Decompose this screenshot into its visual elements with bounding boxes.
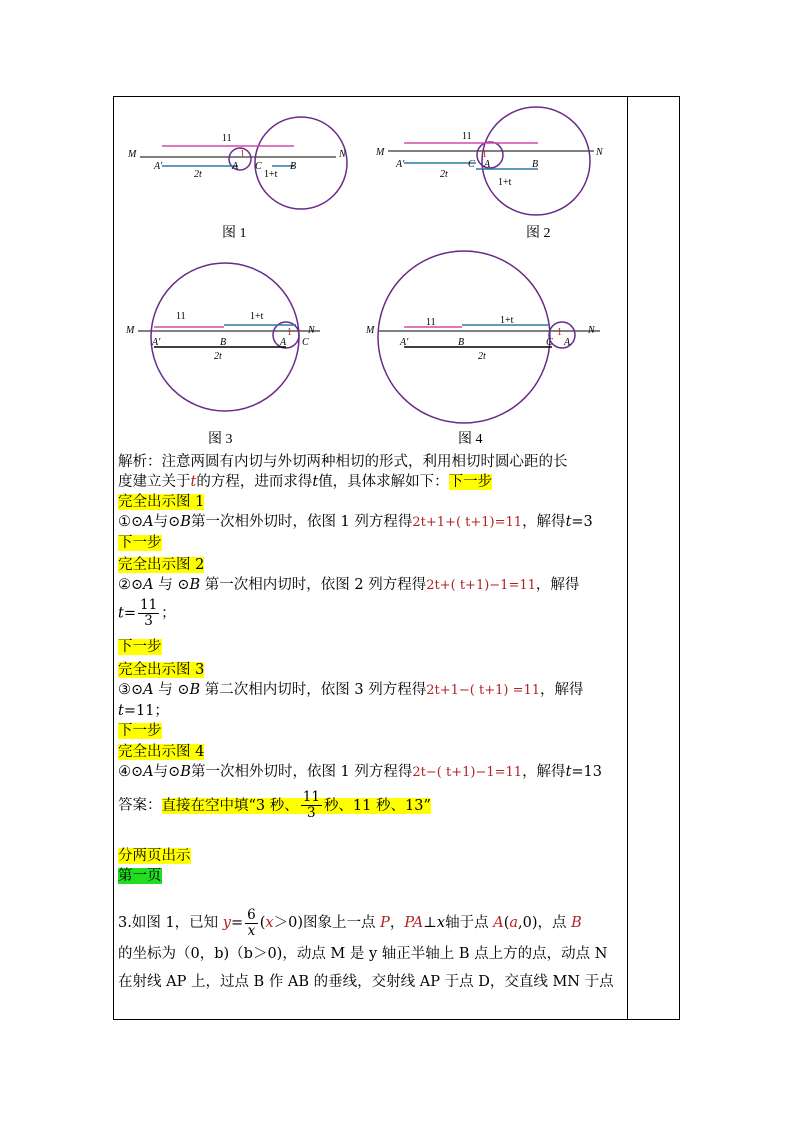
analysis-line-2: 度建立关于t的方程，进而求得t值，具体求解如下：下一步 bbox=[118, 474, 493, 490]
label-n: N bbox=[308, 325, 315, 336]
label-a: A bbox=[280, 337, 287, 348]
answer bbox=[118, 790, 623, 821]
column-divider bbox=[627, 96, 628, 1020]
label-1-plus-t: 1+t bbox=[500, 315, 514, 326]
problem-3 bbox=[118, 906, 623, 996]
label-2t: 2t bbox=[478, 351, 486, 362]
label-1-plus-t: 1+t bbox=[264, 169, 278, 180]
label-a-prime: A′ bbox=[152, 337, 161, 348]
label-b: B bbox=[532, 159, 539, 170]
problem-line-2: 的坐标为（0，b)（b＞0)，动点 M 是 y 轴正半轴上 B 点上方的点，动点 N bbox=[118, 946, 608, 962]
show-figure-1[interactable]: 完全出示图 1 bbox=[118, 494, 205, 510]
step-2: 完全出示图 2 ②⊙A 与 ⊙B 第一次相内切时，依图 2 列方程得2t+( t+1)−1=11，解得 t= $\frac{11}{3}$ ； 下一步 bbox=[118, 557, 580, 655]
figure-2 bbox=[375, 107, 604, 241]
label-m: M bbox=[126, 325, 135, 336]
fraction-11-3: $\frac{11}{3}$ bbox=[302, 789, 320, 821]
label-radius: 1 bbox=[240, 149, 245, 160]
next-step-link[interactable]: 下一步 bbox=[118, 639, 162, 655]
figure-3 bbox=[125, 263, 320, 447]
step-3: 完全出示图 3 ③⊙A 与 ⊙B 第二次相内切时，依图 3 列方程得2t+1−( t+1) =11，解得 t=11； 下一步 bbox=[118, 662, 584, 739]
label-n: N bbox=[596, 147, 603, 158]
label-b: B bbox=[458, 337, 465, 348]
problem-line-3: 在射线 AP 上，过点 B 作 AB 的垂线，交射线 AP 于点 D，交直线 MN 于点 bbox=[118, 974, 614, 990]
label-c: C bbox=[468, 159, 475, 170]
label-a-prime: A′ bbox=[400, 337, 409, 348]
label-c: C bbox=[255, 161, 262, 172]
label-n: N bbox=[339, 149, 346, 160]
caption-fig3: 图 3 bbox=[208, 432, 233, 447]
caption-fig2: 图 2 bbox=[526, 226, 551, 241]
page-1-label[interactable]: 第一页 bbox=[118, 868, 162, 884]
label-1-plus-t: 1+t bbox=[498, 177, 512, 188]
split-pages-label[interactable]: 分两页出示 bbox=[118, 848, 191, 864]
circle-a bbox=[549, 322, 575, 348]
label-b: B bbox=[290, 161, 297, 172]
label-1-plus-t: 1+t bbox=[250, 311, 264, 322]
label-n: N bbox=[588, 325, 595, 336]
label-a: A bbox=[484, 159, 491, 170]
show-figure-2[interactable]: 完全出示图 2 bbox=[118, 557, 205, 573]
label-c: C bbox=[546, 337, 553, 348]
next-step-link[interactable]: 下一步 bbox=[118, 723, 162, 739]
label-2t: 2t bbox=[194, 169, 202, 180]
answer-text: 直接在空中填“3 秒、 $\frac{11}{3}$ 秒、11 秒、13” bbox=[161, 789, 431, 821]
label-11: 11 bbox=[176, 311, 186, 322]
label-2t: 2t bbox=[214, 351, 222, 362]
analysis bbox=[118, 452, 623, 492]
next-step-link[interactable]: 下一步 bbox=[448, 474, 493, 490]
figure-1 bbox=[127, 117, 347, 241]
label-2t: 2t bbox=[440, 169, 448, 180]
circle-b bbox=[255, 117, 347, 209]
paging bbox=[118, 846, 623, 886]
caption-fig1: 图 1 bbox=[222, 226, 247, 241]
show-figure-3[interactable]: 完全出示图 3 bbox=[118, 662, 205, 678]
fraction-11-3: $\frac{11}{3}$ bbox=[139, 597, 158, 629]
label-a: A bbox=[564, 337, 571, 348]
label-radius: 1 bbox=[287, 327, 292, 338]
label-radius: 1 bbox=[482, 149, 487, 160]
label-11: 11 bbox=[426, 317, 436, 328]
label-m: M bbox=[128, 149, 137, 160]
figure-4 bbox=[365, 251, 600, 447]
problem-line-1: 3.如图 1，已知 y= $\frac{6}{x}$ (x＞0)图象上一点 P，PA⊥x轴于点 A(a,0)，点 B bbox=[118, 906, 582, 939]
label-c: C bbox=[302, 337, 309, 348]
fraction-6-x: $\frac{6}{x}$ bbox=[247, 906, 256, 939]
next-step-link[interactable]: 下一步 bbox=[118, 535, 162, 551]
label-11: 11 bbox=[462, 131, 472, 142]
label-m: M bbox=[376, 147, 385, 158]
label-a: A bbox=[232, 161, 239, 172]
figures-panel bbox=[114, 97, 626, 457]
label-a-prime: A′ bbox=[396, 159, 405, 170]
show-figure-4[interactable]: 完全出示图 4 bbox=[118, 744, 205, 760]
label-b: B bbox=[220, 337, 227, 348]
label-11: 11 bbox=[222, 133, 232, 144]
label-a-prime: A′ bbox=[154, 161, 163, 172]
label-radius: 1 bbox=[557, 327, 562, 338]
step-4: 完全出示图 4 ④⊙A与⊙B第一次相外切时，依图 1 列方程得2t−( t+1)−1=11，解得t=13 bbox=[118, 744, 602, 780]
caption-fig4: 图 4 bbox=[458, 432, 483, 447]
label-m: M bbox=[366, 325, 375, 336]
answer-label: 答案： bbox=[118, 797, 162, 814]
analysis-line-1: 解析：注意两圆有内切与外切两种相切的形式，利用相切时圆心距的长 bbox=[118, 454, 568, 470]
step-1: 完全出示图 1 ①⊙A与⊙B第一次相外切时，依图 1 列方程得2t+1+( t+1)=11，解得t=3 下一步 bbox=[118, 494, 593, 551]
